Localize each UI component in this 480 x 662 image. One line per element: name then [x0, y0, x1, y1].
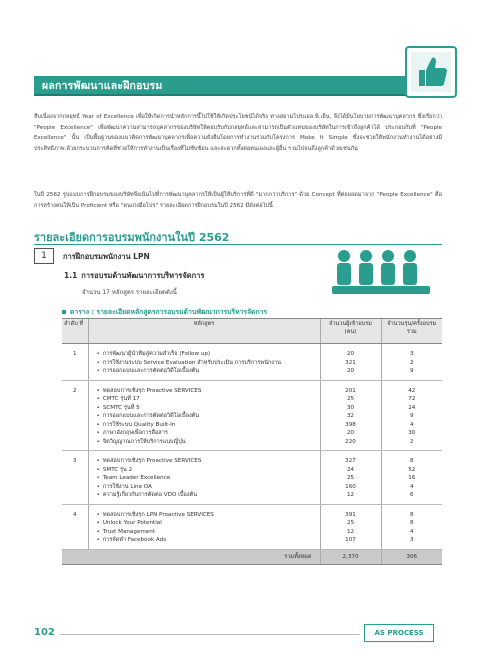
page-number: 102: [34, 627, 55, 638]
participant-count: 25: [346, 475, 355, 481]
row-participants: [320, 451, 381, 505]
caption-bullet-icon: [62, 310, 66, 314]
header-no: ลำดับ ที่: [62, 319, 88, 344]
course-item: • ความรู้เกี่ยวกับการตัดต่อ VDO เบื้องต้น: [97, 491, 318, 500]
session-count: 16: [408, 475, 416, 481]
course-item: • การพัฒนาผู้นำทีมสู่ความสำเร็จ (Follow up): [97, 350, 318, 359]
participant-count: 25: [346, 520, 355, 526]
course-item: • การใช้ระบบ Quality Built-In: [97, 421, 318, 430]
course-item: • Unlock Your Potential: [97, 519, 318, 528]
participant-count: 25: [346, 396, 355, 402]
session-count: 4: [409, 528, 414, 535]
session-count: 24: [408, 404, 416, 411]
participant-count: 201: [345, 387, 356, 394]
total-label: รวมทั้งหมด: [62, 549, 320, 565]
participant-count: 391: [345, 511, 356, 518]
session-count: 3: [409, 351, 414, 357]
row-courses: [88, 504, 320, 549]
row-courses: [88, 451, 320, 505]
participant-count: 220: [345, 438, 356, 445]
subsection-heading: [64, 270, 204, 282]
course-item: • ทดสอบการเชิงรุก Proactive SERVICES: [97, 457, 318, 466]
table-caption-text: ตาราง : รายละเอียดหลักสูตรการอบรมด้านพัฒนาการบริหารจัดการ: [70, 308, 268, 316]
participant-count: 20: [346, 368, 355, 374]
course-item: • Trust Management: [97, 528, 318, 537]
session-count: 3: [409, 537, 414, 543]
footer-brand: AS PROCESS: [364, 624, 434, 642]
header-sessions: จำนวนรุ่น/ครั้งอบรมรวม: [381, 319, 442, 344]
session-count: 9: [409, 368, 414, 374]
table-caption: [62, 306, 267, 317]
row-courses: [88, 380, 320, 451]
session-count: 8: [409, 511, 414, 518]
table-row: [62, 504, 442, 549]
course-item: • การออกแบบและการตัดต่อวิดีโอเบื้องต้น: [97, 367, 318, 376]
session-count: 72: [408, 396, 416, 402]
row-no: 2: [62, 380, 88, 451]
participant-count: 30: [346, 404, 355, 411]
item-number-box: 1: [34, 248, 54, 264]
subsection-title: การอบรมด้านพัฒนาการบริหารจัดการ: [81, 271, 205, 280]
page-title: ผลการพัฒนาและฝึกอบรม: [42, 79, 163, 92]
total-sessions: 306: [381, 549, 442, 565]
course-item: • การใช้งานระบบ Service Evaluation สำหรับประเมิน การบริการพนักงาน: [97, 359, 318, 368]
course-item: • CMTC รุ่นที่ 17: [97, 395, 318, 404]
footer-divider: [60, 634, 360, 635]
session-count: 30: [408, 430, 416, 436]
course-count-text: จำนวน 17 หลักสูตร รายละเอียดดังนี้: [82, 289, 177, 296]
participant-count: 160: [345, 483, 356, 490]
row-participants: [320, 380, 381, 451]
session-count: 9: [409, 413, 414, 419]
session-count: 2: [409, 359, 414, 366]
row-participants: [320, 344, 381, 381]
course-item: • ทดสอบการเชิงรุก Proactive SERVICES: [97, 387, 318, 396]
table-row: [62, 344, 442, 381]
thumbs-up-icon: [405, 46, 457, 98]
session-count: 8: [409, 458, 414, 464]
row-no: 3: [62, 451, 88, 505]
item-title: การฝึกอบรมพนักงาน LPN: [63, 252, 150, 261]
row-courses: [88, 344, 320, 381]
participant-count: 327: [345, 458, 356, 464]
course-item: • ทดสอบการเชิงรุก LPN Proactive SERVICES: [97, 511, 318, 520]
section-title: รายละเอียดการอบรมพนักงานในปี 2562: [34, 231, 230, 244]
table-row: [62, 451, 442, 505]
participant-count: 24: [346, 466, 355, 473]
participant-count: 20: [346, 351, 355, 357]
course-item: • การใช้งาน Line OA: [97, 483, 318, 492]
intro-paragraph-2: ในปี 2562 รูปแบบการฝึกอบรมของบริษัทจึงเน้นไปที่การพัฒนาบุคลากรให้เป็นผู้ให้บริการที่ดี "มากกว่าบริการ" ด้วย Concept ที่ต่อยอดมาจาก "People Excellence" คือ การสร้างคนให้เป็น Proficient หรือ "คนเก่งมือโปร" รายละเอียดการฝึกอบรมในปี 2562 มีดังต่อไปนี้: [34, 192, 442, 209]
row-sessions: [381, 451, 442, 505]
subsection-number: 1.1: [64, 271, 78, 280]
participant-count: 107: [345, 537, 356, 543]
row-participants: [320, 504, 381, 549]
session-count: 42: [408, 387, 416, 394]
table-row: [62, 380, 442, 451]
course-item: • จิตวิญญาณการให้บริการแบบญี่ปุ่น: [97, 438, 318, 447]
session-count: 4: [409, 421, 414, 428]
row-no: 4: [62, 504, 88, 549]
row-no: 1: [62, 344, 88, 381]
header-participants: จำนวนผู้เข้าอบรม (คน): [320, 319, 381, 344]
participant-count: 12: [346, 528, 355, 535]
row-sessions: [381, 344, 442, 381]
course-table: [62, 318, 442, 565]
course-item: • SMTC รุ่น 2: [97, 466, 318, 475]
session-count: 6: [409, 492, 414, 498]
section-header-bar: [34, 76, 426, 96]
session-count: 52: [408, 466, 416, 473]
total-participants: 2,370: [320, 549, 381, 565]
row-sessions: [381, 504, 442, 549]
participant-count: 20: [346, 430, 355, 436]
header-course: หลักสูตร: [88, 319, 320, 344]
course-item: • ภาษาอังกฤษเพื่อการสื่อสาร: [97, 429, 318, 438]
table-total-row: [62, 549, 442, 565]
section-divider: [34, 244, 442, 245]
course-item: • การจัดทำ Facebook Ads: [97, 536, 318, 545]
session-count: 2: [409, 438, 414, 445]
team-people-icon: [330, 246, 434, 298]
intro-paragraph-1: สืบเนื่องจากกลยุทธ์ Year of Excellence เพื่อให้เกิดการนำหลักการนี้ไปใช้ให้เกิดประโยชน์ได้จริง ทางสยามโปรแอล.พี.เอ็น. จึงได้มีนโยบายการพัฒนาบุคลากร ซึ่งเรียกว่า "People Excellence" เพื่อพัฒนาความสามารถบุคลากรของบริษัทให้ตอบรับกับกลยุทธ์และสามารถเป็นตัวแทนของบริษัทในการเข้าถึงลูกค้าได้ ประกอบกับที่ "People Excellence" นั้น เป็นพื้นฐานของแนวคิดการพัฒนาบุคลากรเพื่อความยั่งยืนโดยการทำงานร่วมกับโครงการ Make It Simple ซึ่งจะช่วยให้พนักงานทำงานได้อย่างมีประสิทธิภาพ ด้วยกระบวนการคิดที่ช่วยให้การทำงานเป็นเรื่องที่ไม่ซับซ้อน และสะดวกทั้งต่อตนเองและผู้อื่น รวมไปจนถึงลูกค้าด้วยเช่นกัน: [34, 114, 442, 152]
course-item: • SCMTC รุ่นที่ 5: [97, 404, 318, 413]
session-count: 8: [409, 520, 414, 526]
course-item: • Team Leader Excellence: [97, 474, 318, 483]
course-item: • การออกแบบและการตัดต่อวิดีโอเบื้องต้น: [97, 412, 318, 421]
row-sessions: [381, 380, 442, 451]
participant-count: 32: [346, 413, 355, 419]
participant-count: 12: [346, 492, 355, 498]
table-header-row: [62, 319, 442, 344]
participant-count: 321: [345, 359, 356, 366]
session-count: 4: [409, 483, 414, 490]
participant-count: 398: [345, 421, 356, 428]
